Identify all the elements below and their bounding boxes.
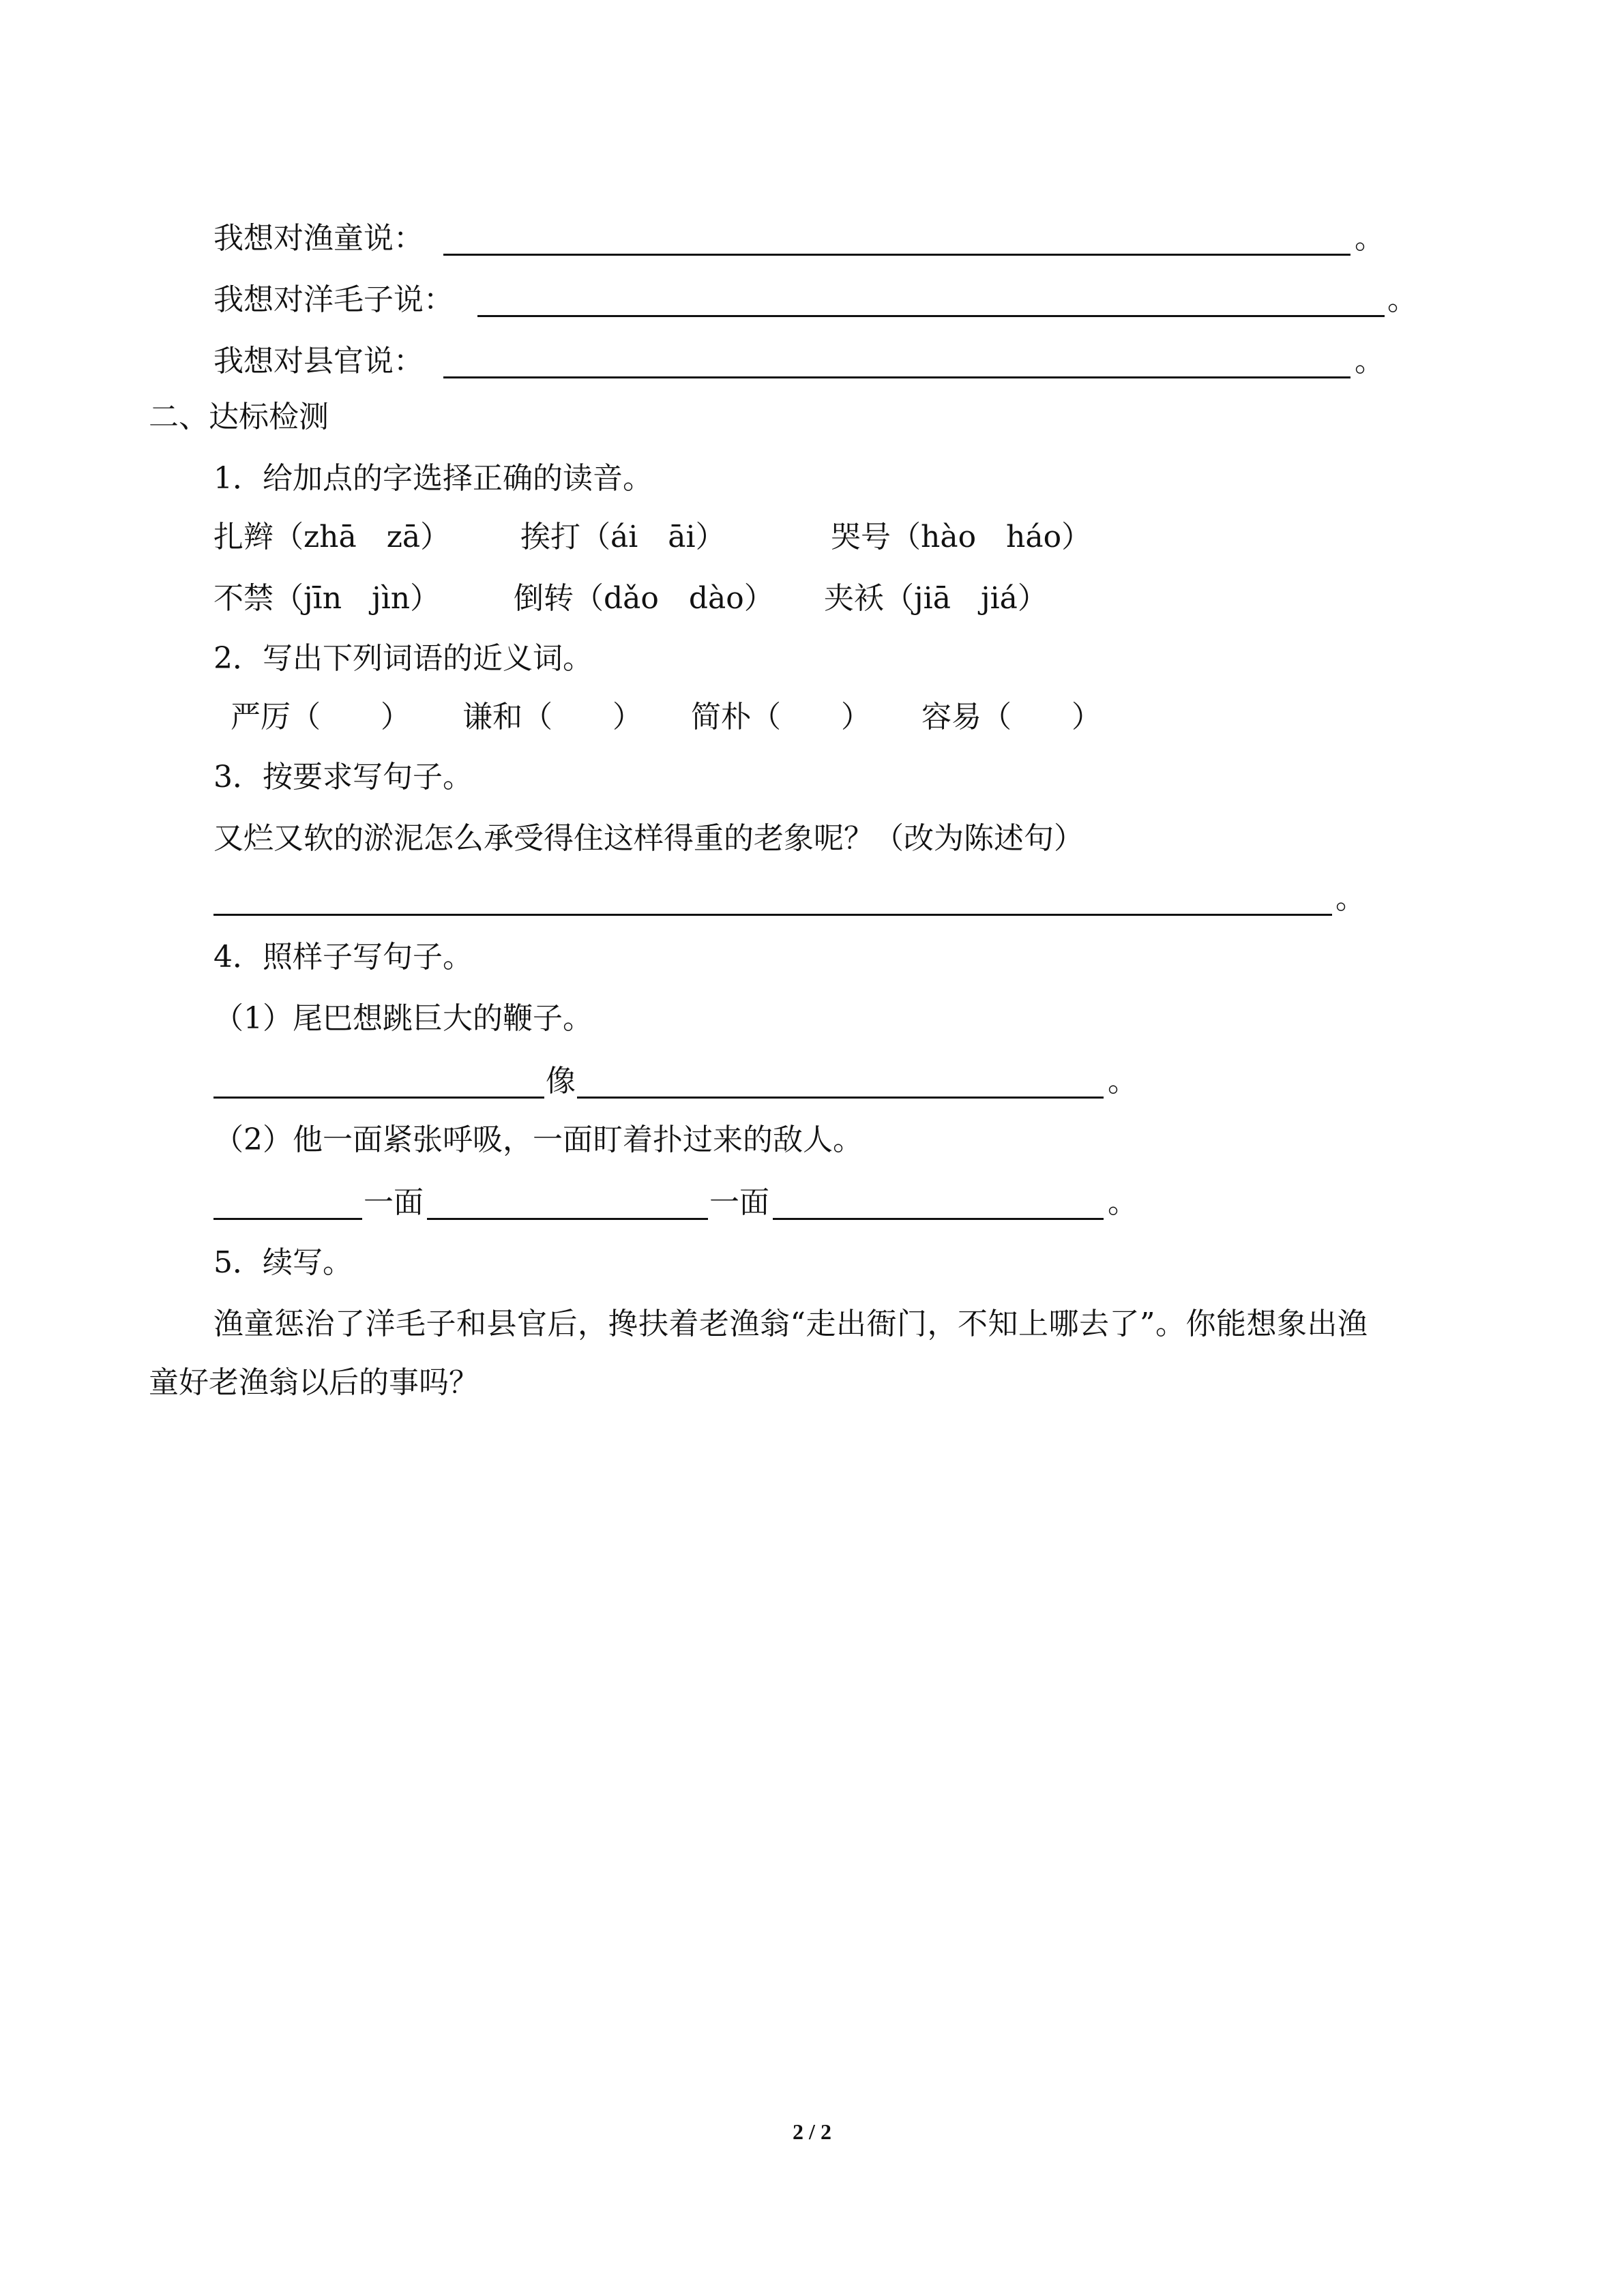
q4-prompt: 4．照样子写句子。: [213, 940, 473, 974]
q1-item: 夹袄（jiā jiá）: [824, 581, 1048, 616]
q1-prompt: 1．给加点的字选择正确的读音。: [213, 461, 653, 496]
end-mark: 。: [1335, 881, 1365, 916]
answer-line-fisher-boy[interactable]: [443, 254, 1350, 256]
q3-answer-line[interactable]: [213, 914, 1332, 916]
q2-item: 谦和（ ）: [462, 700, 643, 734]
q4-keyword: 一面: [709, 1185, 769, 1220]
q4-blank-2a[interactable]: [213, 1218, 362, 1220]
page-number: 2 / 2: [793, 2119, 831, 2144]
q4-example-1: （1）尾巴想跳巨大的鞭子。: [213, 1001, 593, 1036]
answer-line-magistrate[interactable]: [443, 376, 1350, 378]
end-mark: 。: [1355, 344, 1385, 378]
q1-item: 哭号（hào háo）: [831, 520, 1092, 554]
q5-paragraph-line-1: 渔童惩治了洋毛子和县官后，搀扶着老渔翁“走出衙门，不知上哪去了”。你能想象出渔: [213, 1307, 1368, 1341]
q2-prompt: 2．写出下列词语的近义词。: [213, 641, 593, 676]
q2-item: 严厉（ ）: [231, 700, 411, 734]
q4-keyword: 像: [546, 1064, 576, 1099]
q4-blank-2b[interactable]: [427, 1218, 708, 1220]
end-mark: 。: [1387, 282, 1417, 317]
end-mark: 。: [1355, 221, 1385, 256]
q1-item: 扎辫（zhā zā）: [213, 520, 451, 554]
q5-paragraph-line-2: 童好老渔翁以后的事吗？: [149, 1365, 479, 1400]
wish-label-fisher-boy: 我想对渔童说：: [213, 221, 424, 256]
q2-item: 简朴（ ）: [691, 700, 871, 734]
section-heading: 二、达标检测: [149, 400, 329, 434]
q4-example-2: （2）他一面紧张呼吸，一面盯着扑过来的敌人。: [213, 1122, 863, 1157]
q1-item: 不禁（jīn jìn）: [213, 581, 441, 616]
wish-label-foreigner: 我想对洋毛子说：: [213, 282, 454, 317]
end-mark: 。: [1108, 1185, 1138, 1220]
q3-sentence: 又烂又软的淤泥怎么承受得住这样得重的老象呢？（改为陈述句）: [213, 821, 1084, 856]
q4-blank-2c[interactable]: [773, 1218, 1104, 1220]
wish-label-magistrate: 我想对县官说：: [213, 344, 424, 378]
q4-blank-1a[interactable]: [213, 1097, 544, 1099]
q4-blank-1b[interactable]: [577, 1097, 1104, 1099]
q3-prompt: 3．按要求写句子。: [213, 760, 473, 794]
q1-item: 挨打（ái āi）: [520, 520, 726, 554]
q5-prompt: 5．续写。: [213, 1245, 353, 1280]
q1-item: 倒转（dǎo dào）: [514, 581, 774, 616]
answer-line-foreigner[interactable]: [477, 315, 1385, 317]
q4-keyword: 一面: [364, 1185, 424, 1220]
q2-item: 容易（ ）: [921, 700, 1102, 734]
end-mark: 。: [1108, 1064, 1138, 1099]
